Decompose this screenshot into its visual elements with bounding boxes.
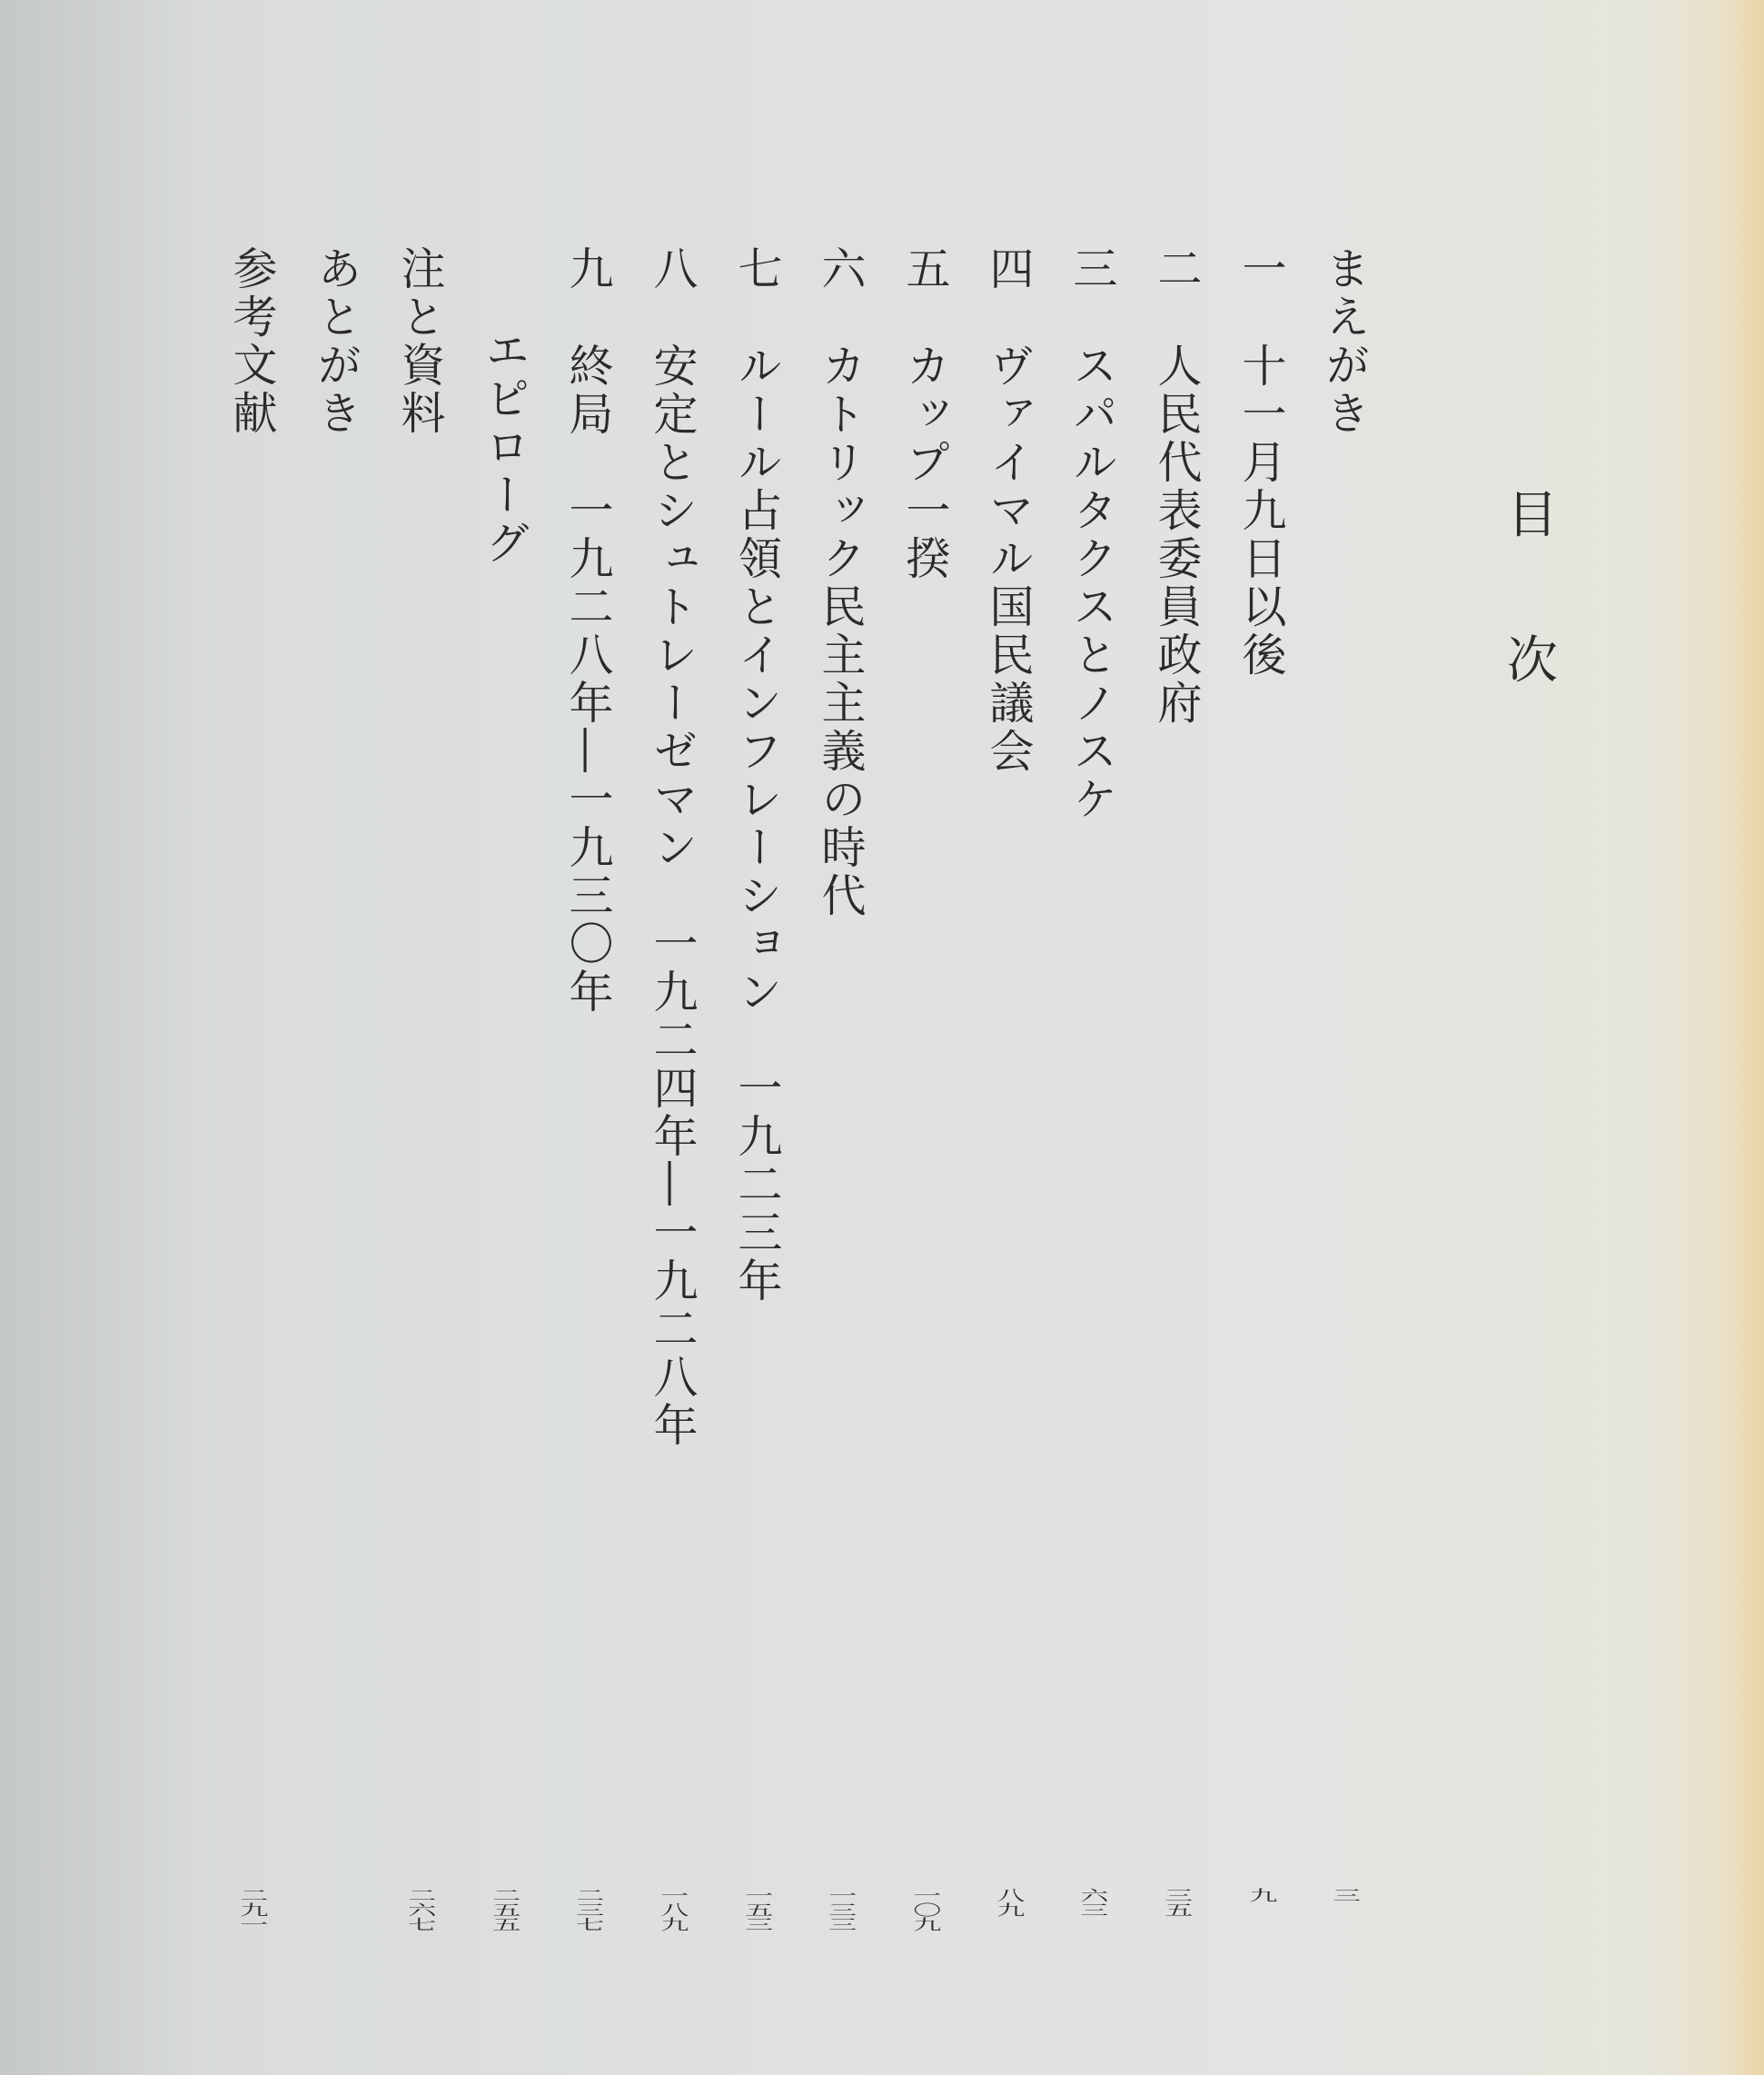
toc-entry: [560, 245, 615, 1017]
toc-page-number-text: 三: [1327, 1888, 1362, 1902]
toc-entry-title: まえがき: [1319, 245, 1371, 438]
toc-page-number-text: 一〇九: [907, 1888, 942, 1931]
toc-entry: [1317, 245, 1372, 438]
toc-entry-title: カップ一揆: [899, 343, 951, 583]
toc-page-number: [645, 1888, 699, 1995]
toc-entry: [1149, 245, 1204, 728]
toc-page-number-text: 二九一: [234, 1888, 269, 1931]
toc-page-number: [477, 1888, 531, 1995]
toc-entry: [392, 245, 447, 438]
toc-page-number-text: 三五: [1159, 1888, 1194, 1917]
toc-entry: [309, 245, 363, 438]
toc-page-number-text: 二六七: [402, 1888, 437, 1931]
toc-title-char-2: 次: [1507, 631, 1558, 690]
toc-page-number-text: 六三: [1075, 1888, 1109, 1917]
toc-page-number-text: 二五五: [487, 1888, 521, 1931]
toc-entry: [729, 245, 784, 1306]
toc-page-number: [1234, 1888, 1288, 1995]
toc-page-number-text: 二三七: [570, 1888, 605, 1931]
toc-chapter-number: 二: [1151, 245, 1203, 293]
toc-chapter-number: 三: [1066, 245, 1118, 293]
gutter-shadow: [0, 0, 218, 2075]
toc-page-number: [1317, 1888, 1372, 1995]
toc-page-number: [729, 1888, 784, 1995]
toc-page-number: [981, 1888, 1036, 1995]
toc-entry-title: カトリック民主主義の時代: [815, 343, 867, 920]
toc-entry: [897, 245, 952, 583]
toc-entry: [1234, 245, 1288, 680]
toc-entry-title: あとがき: [311, 245, 362, 438]
toc-entry-title: 十一月九日以後: [1235, 343, 1287, 680]
toc-page-number-text: 八九: [991, 1888, 1026, 1917]
toc-page-number: [392, 1888, 447, 1995]
toc-entry-title: ルール占領とインフレーション 一九二三年: [731, 343, 783, 1306]
toc-page-number-text: 一八九: [655, 1888, 689, 1931]
toc-page-number: [1149, 1888, 1204, 1995]
toc-entry-title: ヴァイマル国民議会: [983, 343, 1035, 776]
toc-page-number: [560, 1888, 615, 1995]
toc-entry: [981, 245, 1036, 776]
toc-entry-title: スパルタクスとノスケ: [1066, 343, 1118, 824]
toc-entry-title: 注と資料: [394, 245, 446, 438]
toc-chapter-number: 六: [815, 245, 867, 293]
toc-entry: [1065, 245, 1119, 824]
toc-chapter-number: 七: [731, 245, 783, 293]
toc-entry-title: 人民代表委員政府: [1151, 343, 1203, 728]
toc-title-char-1: 目: [1507, 486, 1558, 545]
toc-chapter-number: 一: [1235, 245, 1287, 293]
toc-chapter-number: 四: [983, 245, 1035, 293]
toc-page-number: [1065, 1888, 1119, 1995]
toc-entry-title: 終局 一九二八年―一九三〇年: [562, 343, 614, 1017]
toc-entry-title: 参考文献: [226, 245, 278, 438]
toc-entry: [813, 245, 867, 920]
toc-entry: [645, 245, 699, 1450]
toc-page-number: [813, 1888, 867, 1995]
toc-page-number: [224, 1888, 279, 1995]
page-edge: [1731, 0, 1764, 2075]
toc-entry-title: 安定とシュトレーゼマン 一九二四年―一九二八年: [647, 343, 699, 1450]
toc-page-number-text: 一三三: [823, 1888, 857, 1931]
toc-entry-title: エピローグ: [479, 327, 530, 568]
toc-page-number: [897, 1888, 952, 1995]
toc-chapter-number: 八: [647, 245, 699, 293]
toc-entry: [224, 245, 279, 438]
toc-entry: [477, 327, 531, 568]
toc-page-number-text: 一五三: [739, 1888, 774, 1931]
toc-page-number-text: 九: [1244, 1888, 1278, 1902]
toc-chapter-number: 九: [562, 245, 614, 293]
toc-chapter-number: 五: [899, 245, 951, 293]
